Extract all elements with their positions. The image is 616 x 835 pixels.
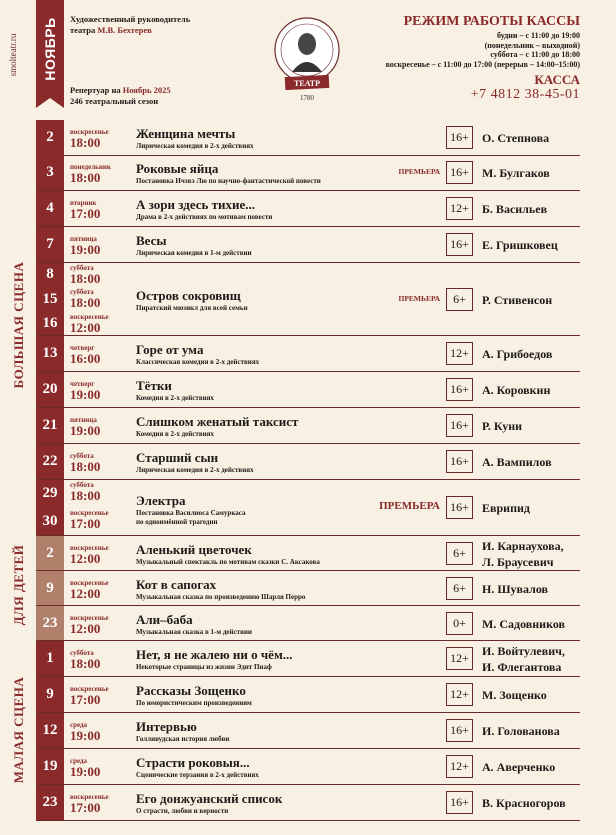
- show-subtitle: Лирическая комедия в 1-м действии: [136, 249, 252, 257]
- director-prefix: театра: [70, 25, 98, 35]
- show-row: [36, 749, 580, 785]
- show-title[interactable]: Горе от ума: [136, 342, 204, 357]
- age-rating: 16+: [446, 233, 473, 256]
- age-rating: 12+: [446, 647, 473, 670]
- site-url: smolteatr.ru: [8, 33, 18, 77]
- show-subtitle: Музыкальная сказка в 1-м действии: [136, 627, 252, 636]
- author-name: А. Вампилов: [482, 455, 552, 469]
- author-name: А. Аверченко: [482, 760, 556, 774]
- author-name: О. Степнова: [482, 131, 550, 145]
- author-name: Л. Браусевич: [482, 554, 554, 569]
- rep-prefix: Репертуар на: [70, 85, 123, 95]
- author-name: М. Булгаков: [482, 166, 550, 180]
- age-rating: 12+: [446, 755, 473, 778]
- author-name: Еврипид: [482, 501, 530, 515]
- date-number: 15: [42, 290, 58, 307]
- author-name: Е. Гришковец: [482, 238, 558, 252]
- date-number: 1: [46, 650, 54, 666]
- show-subtitle: Голливудская история любви: [136, 735, 230, 743]
- month-ribbon: НОЯБРЬ: [36, 0, 64, 98]
- age-rating: 16+: [446, 378, 473, 401]
- show-title[interactable]: Нет, я не жалею ни о чём...: [136, 647, 293, 662]
- show-time: 18:00: [70, 271, 101, 286]
- show-title[interactable]: Рассказы Зощенко: [136, 683, 246, 698]
- show-row: [36, 677, 580, 713]
- show-subtitle: Комедия в 2-х действиях: [136, 430, 214, 438]
- show-subtitle: Постановка Василиоса Самуркаса: [136, 509, 246, 517]
- weekday: воскресенье: [70, 578, 109, 587]
- age-rating: 12+: [446, 342, 473, 365]
- weekday: пятница: [70, 235, 97, 243]
- show-row: [36, 263, 580, 336]
- show-time: 19:00: [70, 387, 101, 402]
- age-rating: 16+: [446, 450, 473, 473]
- show-subtitle: Сценические терзания в 2-х действиях: [136, 771, 259, 779]
- show-subtitle: Лирическая комедия в 2-х действиях: [136, 142, 254, 150]
- weekday: суббота: [70, 264, 94, 272]
- weekday: воскресенье: [70, 613, 109, 622]
- author-name: Р. Куни: [482, 419, 523, 433]
- show-subtitle: Лирическая комедия в 2-х действиях: [136, 466, 254, 474]
- age-rating: 16+: [446, 126, 473, 149]
- weekday: четверг: [70, 380, 95, 388]
- date-number: 13: [42, 345, 58, 361]
- date-number: 2: [46, 129, 54, 145]
- theatre-logo: [272, 16, 342, 104]
- show-time: 17:00: [70, 800, 101, 815]
- date-number: 16: [42, 314, 58, 331]
- age-rating: 6+: [446, 288, 473, 311]
- age-rating: 6+: [446, 542, 473, 565]
- date-number: 29: [42, 485, 58, 501]
- premiere-badge: ПРЕМЬЕРА: [398, 167, 440, 176]
- svg-text:1780: 1780: [300, 94, 314, 102]
- show-row: [36, 372, 580, 408]
- author-name: В. Красногоров: [482, 796, 566, 810]
- kassa-title: КАССА: [534, 72, 580, 87]
- show-row: [36, 155, 580, 191]
- age-rating: 16+: [446, 414, 473, 437]
- director-block: [70, 14, 190, 36]
- author-name: И. Голованова: [482, 724, 560, 738]
- show-time: 17:00: [70, 692, 101, 707]
- repertoire-block: [70, 85, 171, 107]
- show-row: [36, 120, 580, 156]
- weekday: воскресенье: [70, 312, 109, 321]
- author-name: И. Карнаухова,: [482, 538, 564, 553]
- show-time: 12:00: [70, 319, 101, 335]
- author-name: Н. Шувалов: [482, 581, 549, 596]
- weekday: суббота: [70, 481, 94, 489]
- author-name: М. Садовников: [482, 616, 566, 631]
- date-number: 23: [42, 614, 58, 631]
- section-kids: ДЛЯ ДЕТЕЙ: [11, 544, 26, 626]
- show-time: 12:00: [70, 585, 101, 601]
- age-rating: 16+: [446, 719, 473, 742]
- author-name: И. Войтулевич,: [482, 644, 565, 658]
- show-subtitle: О страсти, любви и верности: [136, 807, 229, 815]
- date-number: 21: [42, 417, 58, 433]
- show-time: 19:00: [70, 728, 101, 743]
- age-rating: 6+: [446, 577, 473, 600]
- weekday: четверг: [70, 344, 95, 352]
- show-time: 18:00: [70, 656, 101, 671]
- show-title[interactable]: Аленький цветочек: [136, 541, 252, 557]
- show-time: 19:00: [70, 242, 101, 257]
- show-time: 18:00: [70, 459, 101, 474]
- weekday: воскресенье: [70, 543, 109, 552]
- show-time: 12:00: [70, 620, 101, 636]
- section-small-stage: МАЛАЯ СЦЕНА: [11, 676, 26, 784]
- show-time: 18:00: [70, 135, 101, 150]
- weekday: среда: [70, 757, 88, 765]
- show-row: [36, 227, 580, 263]
- weekday: понедельник: [70, 163, 111, 171]
- age-rating: 0+: [446, 612, 473, 635]
- show-title[interactable]: Интервью: [136, 719, 197, 734]
- weekday: пятница: [70, 416, 97, 424]
- show-title[interactable]: Тётки: [136, 378, 172, 393]
- date-number: 2: [46, 544, 54, 561]
- show-subtitle: Комедия в 2-х действиях: [136, 394, 214, 402]
- weekday: вторник: [70, 199, 97, 207]
- date-number: 19: [42, 758, 58, 774]
- show-subtitle: Музыкальный спектакль по мотивам сказки С. Аксакова: [136, 557, 320, 566]
- show-row: [36, 336, 580, 372]
- weekday: воскресенье: [70, 128, 109, 136]
- show-title[interactable]: Кот в сапогах: [136, 576, 217, 592]
- show-row: [36, 408, 580, 444]
- show-title[interactable]: Женщина мечты: [136, 126, 236, 141]
- show-row: [36, 606, 580, 641]
- show-subtitle: Музыкальная сказка по произведению Шарля Перро: [136, 592, 306, 601]
- show-subtitle: Некоторые страницы из жизни Эдит Пиаф: [136, 663, 272, 671]
- date-number: 9: [46, 579, 54, 596]
- date-number: 8: [46, 266, 54, 283]
- show-row: [36, 641, 580, 677]
- show-subtitle: По юмористическим произведениям: [136, 699, 252, 707]
- kassa-phone[interactable]: +7 4812 38-45-01: [470, 87, 580, 102]
- weekday: воскресенье: [70, 509, 109, 517]
- show-time: 18:00: [70, 295, 101, 311]
- show-time: 19:00: [70, 423, 101, 438]
- weekday: воскресенье: [70, 793, 109, 801]
- show-subtitle: по одноимённой трагедии: [136, 517, 218, 526]
- show-time: 17:00: [70, 516, 101, 531]
- show-time: 17:00: [70, 206, 101, 221]
- show-subtitle: Классическая комедия в 2-х действиях: [136, 358, 260, 366]
- show-time: 19:00: [70, 764, 101, 779]
- author-name: И. Флегантова: [482, 660, 562, 674]
- weekday: среда: [70, 721, 88, 729]
- svg-text:ТЕАТР: ТЕАТР: [294, 79, 320, 88]
- show-row: [36, 480, 580, 536]
- season: 246 театральный сезон: [70, 96, 159, 106]
- date-number: 12: [42, 722, 58, 738]
- show-time: 18:00: [70, 488, 101, 503]
- show-time: 18:00: [70, 170, 101, 185]
- show-title[interactable]: Его донжуанский список: [136, 791, 283, 806]
- date-number: 20: [42, 381, 58, 397]
- age-rating: 16+: [446, 496, 473, 519]
- age-rating: 16+: [446, 791, 473, 814]
- rep-month: Ноябрь 2025: [122, 85, 171, 95]
- show-subtitle: Драма в 2-х действиях по мотивам повести: [136, 213, 273, 221]
- age-rating: 16+: [446, 161, 473, 184]
- show-row: [36, 571, 580, 606]
- director-title: Художественный руководитель: [70, 14, 191, 24]
- section-big-stage: БОЛЬШАЯ СЦЕНА: [11, 261, 26, 389]
- box-office-title: РЕЖИМ РАБОТЫ КАССЫ: [403, 14, 580, 29]
- show-title[interactable]: Али–баба: [136, 611, 193, 627]
- box-office-hours: будни – с 11:00 до 19:00 (понедельник – выходной) суббота – с 11:00 до 18:00 воскресенье – с 11:00 до 17:00 (перерыв – 14:00–15:00): [385, 31, 580, 69]
- show-row: [36, 191, 580, 227]
- age-rating: 12+: [446, 683, 473, 706]
- premiere-badge: ПРЕМЬЕРА: [379, 500, 440, 512]
- show-subtitle: Пиратский мюзикл для всей семьи: [136, 303, 248, 312]
- weekday: суббота: [70, 288, 94, 297]
- author-name: Б. Васильев: [482, 202, 548, 216]
- date-number: 4: [46, 200, 54, 216]
- show-time: 16:00: [70, 351, 101, 366]
- show-title[interactable]: Электра: [136, 493, 186, 508]
- show-title[interactable]: Старший сын: [136, 450, 219, 465]
- director-name: М.В. Бехтерев: [97, 25, 152, 35]
- show-row: [36, 713, 580, 749]
- show-title[interactable]: Слишком женатый таксист: [136, 414, 299, 429]
- show-title[interactable]: Роковые яйца: [136, 161, 219, 176]
- author-name: Р. Стивенсон: [482, 292, 553, 307]
- author-name: А. Грибоедов: [482, 347, 553, 361]
- show-row: [36, 536, 580, 571]
- show-row: [36, 444, 580, 480]
- premiere-badge: ПРЕМЬЕРА: [398, 293, 440, 303]
- age-rating: 12+: [446, 197, 473, 220]
- weekday: воскресенье: [70, 685, 109, 693]
- author-name: А. Коровкин: [482, 383, 551, 397]
- date-number: 23: [42, 794, 58, 810]
- date-number: 3: [46, 164, 54, 180]
- date-number: 9: [46, 686, 54, 702]
- show-title[interactable]: А зори здесь тихие...: [136, 197, 256, 212]
- show-subtitle: Постановка Ичэвэ Лю по научно-фантастической повести: [136, 177, 321, 185]
- date-number: 7: [46, 236, 54, 252]
- date-number: 30: [42, 513, 58, 529]
- weekday: суббота: [70, 649, 94, 657]
- show-title[interactable]: Страсти роковыя...: [136, 755, 250, 770]
- show-time: 12:00: [70, 550, 101, 566]
- show-title[interactable]: Остров сокровищ: [136, 287, 241, 303]
- date-number: 22: [42, 453, 58, 469]
- show-title[interactable]: Весы: [136, 233, 167, 248]
- weekday: суббота: [70, 452, 94, 460]
- show-row: [36, 785, 580, 821]
- author-name: М. Зощенко: [482, 688, 547, 702]
